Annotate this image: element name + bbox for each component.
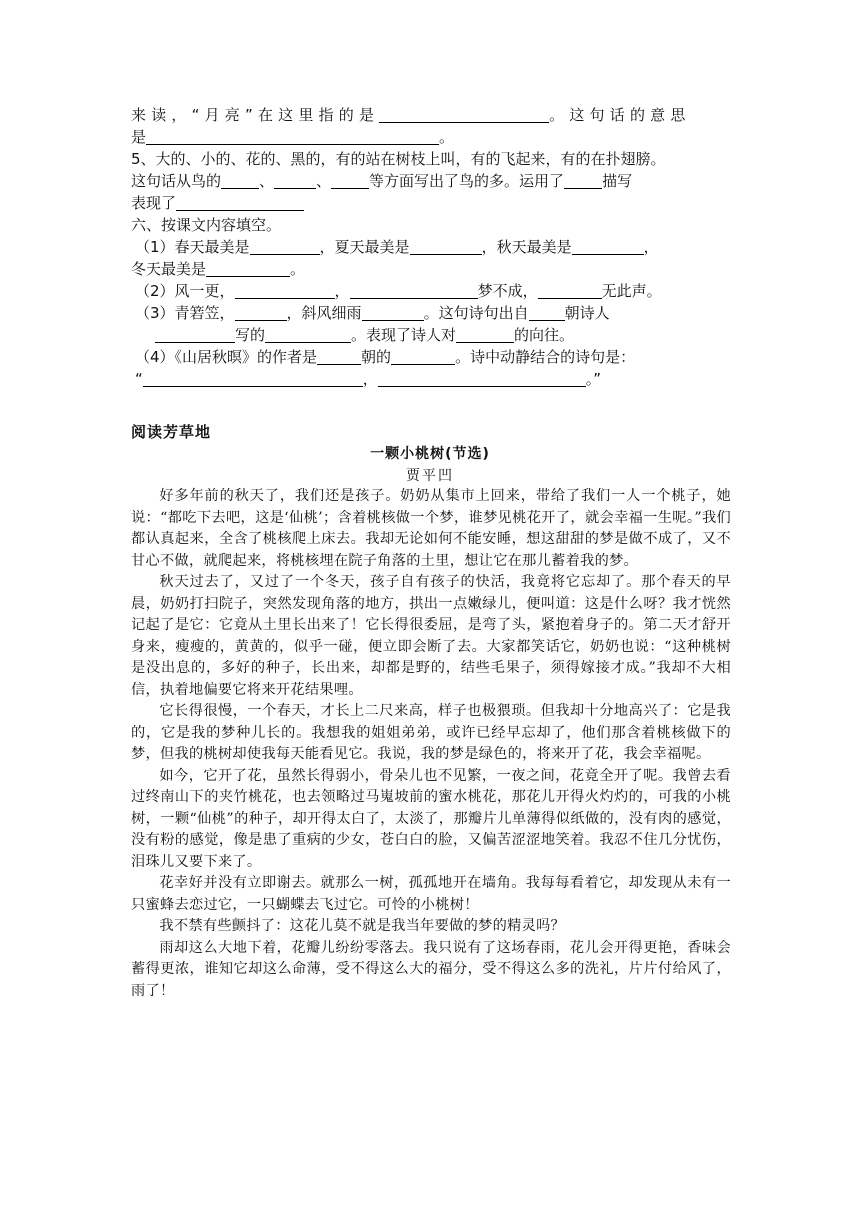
exercise-text: 表现了	[131, 194, 177, 212]
answer-blank[interactable]	[206, 260, 290, 277]
exercise-text: 。”	[585, 370, 602, 388]
article-paragraph: 雨却这么大地下着，花瓣儿纷纷零落去。我只说有了这场春雨，花儿会开得更艳，香味会蓄得更浓，谁知它却这么命薄，受不得这么大的福分，受不得这么多的洗礼，片片付给风了，雨了！	[131, 939, 731, 999]
exercise-line	[131, 192, 731, 214]
section-heading: 阅读芳草地	[131, 423, 212, 441]
exercise-text: 梦不成，	[477, 282, 538, 300]
answer-blank[interactable]	[143, 370, 363, 387]
answer-blank[interactable]	[564, 172, 602, 189]
exercise-text: 、	[316, 172, 332, 190]
exercise-line	[131, 258, 731, 280]
exercise-line	[131, 346, 731, 368]
exercise-line	[131, 324, 731, 346]
answer-blank[interactable]	[155, 326, 235, 343]
exercise-text: 无此声。	[601, 282, 662, 300]
answer-blank[interactable]	[538, 282, 602, 299]
section-label: 六、按课文内容填空。	[131, 216, 282, 234]
answer-blank[interactable]	[250, 238, 320, 255]
exercise-text: ，斜风细雨	[286, 304, 362, 322]
article-paragraph: 我不禁有些颤抖了：这花儿莫不就是我当年要做的梦的精灵吗？	[159, 918, 566, 934]
answer-blank[interactable]	[529, 304, 565, 321]
answer-blank[interactable]	[362, 304, 424, 321]
answer-blank[interactable]	[378, 370, 586, 387]
article-paragraph: 好多年前的秋天了，我们还是孩子。奶奶从集市上回来，带给了我们一人一个桃子，她说：“都吃下去吧，这是‘仙桃’；含着桃核做一个梦，谁梦见桃花开了，就会幸福一生呢。”我们都认真起来，全含了桃核爬上床去。我却无论如何不能安睡，想这甜甜的梦是做不成了，又不甘心不做，就爬起来，将桃核埋在院子角落的土里，想让它在那儿蓄着我的梦。	[131, 488, 731, 569]
article-paragraph: 如今，它开了花，虽然长得弱小，骨朵儿也不见繁，一夜之间，花竟全开了呢。我曾去看过终南山下的夹竹桃花，也去领略过马嵬坡前的蜜水桃花，那花儿开得火灼灼的，可我的小桃树，一颗“仙桃”的种子，却开得太白了，太淡了，那瓣片儿单薄得似纸做的，没有肉的感觉，没有粉的感觉，像是患了重病的少女，苍白白的脸，又偏苦涩涩地笑着。我忍不住几分忧伤，泪珠儿又要下来了。	[131, 767, 731, 870]
exercise-text: 。这句诗句出自	[423, 304, 529, 322]
answer-blank[interactable]	[221, 172, 259, 189]
exercise-text: 这句话从鸟的	[131, 172, 222, 190]
exercise-text: 。表现了诗人对	[351, 326, 457, 344]
exercise-text: ，	[334, 282, 350, 300]
exercise-text: 冬天最美是	[131, 260, 207, 278]
exercise-line	[131, 104, 731, 126]
exercise-text: 。这句话的意思	[549, 106, 691, 124]
answer-blank[interactable]	[146, 128, 439, 145]
exercise-text: 是	[131, 128, 147, 146]
exercise-text: 来读，“月亮”在这里指的是	[131, 106, 380, 124]
exercise-text: 朝诗人	[564, 304, 610, 322]
answer-blank[interactable]	[350, 282, 478, 299]
exercise-text: （2）风一更，	[135, 282, 235, 300]
answer-blank[interactable]	[176, 194, 304, 211]
article-paragraph: 它长得很慢，一个春天，才长上二尺来高，样子也极猥琐。但我却十分地高兴了：它是我的，它是我的梦种儿长的。我想我的姐姐弟弟，或许已经早忘却了，他们那含着桃核做下的梦，但我的桃树却使我每天能看见它。我说，我的梦是绿色的，将来开了花，我会幸福呢。	[131, 703, 731, 762]
exercise-text: 描写	[602, 172, 633, 190]
exercise-line	[131, 126, 731, 148]
exercise-text: （3）青箬笠，	[135, 304, 235, 322]
answer-blank[interactable]	[572, 238, 644, 255]
answer-blank[interactable]	[317, 348, 361, 365]
exercise-text: 。	[439, 128, 455, 146]
article-body	[131, 486, 731, 1002]
exercise-text: 的向往。	[514, 326, 575, 344]
exercise-text: “	[135, 370, 143, 388]
exercise-text: ，	[362, 370, 378, 388]
article-author: 贾平凹	[406, 468, 454, 484]
answer-blank[interactable]	[410, 238, 482, 255]
exercise-line	[131, 148, 731, 170]
exercise-text: 等方面写出了鸟的多。运用了	[369, 172, 565, 190]
exercise-text: 。诗中动静结合的诗句是：	[455, 348, 636, 366]
answer-blank[interactable]	[274, 172, 316, 189]
exercise-section	[131, 104, 731, 390]
exercise-line	[131, 214, 731, 236]
exercise-line	[131, 302, 731, 324]
answer-blank[interactable]	[235, 282, 335, 299]
exercise-text: ，	[643, 238, 659, 256]
answer-blank[interactable]	[235, 304, 287, 321]
exercise-text: ，夏天最美是	[319, 238, 410, 256]
answer-blank[interactable]	[331, 172, 369, 189]
exercise-text: 朝的	[361, 348, 392, 366]
exercise-line	[131, 170, 731, 192]
answer-blank[interactable]	[379, 106, 549, 123]
exercise-text: ，秋天最美是	[481, 238, 572, 256]
article-paragraph: 花幸好并没有立即谢去。就那么一树，孤孤地开在墙角。我每每看着它，却发现从未有一只蜜蜂去恋过它，一只蝴蝶去飞过它。可怜的小桃树！	[131, 875, 731, 913]
exercise-text: 、	[259, 172, 275, 190]
answer-blank[interactable]	[265, 326, 351, 343]
answer-blank[interactable]	[391, 348, 455, 365]
exercise-text: 5、大的、小的、花的、黑的，有的站在树枝上叫，有的飞起来，有的在扑翅膀。	[131, 150, 666, 168]
exercise-text: 。	[290, 260, 306, 278]
exercise-line	[131, 236, 731, 258]
answer-blank[interactable]	[456, 326, 514, 343]
exercise-line	[131, 368, 731, 390]
exercise-text: （4）《山居秋暝》的作者是	[135, 348, 318, 366]
exercise-text: 写的	[235, 326, 266, 344]
article-title: 一颗小桃树(节选)	[370, 446, 490, 462]
exercise-line	[131, 280, 731, 302]
exercise-text: （1）春天最美是	[135, 238, 250, 256]
article-paragraph: 秋天过去了，又过了一个冬天，孩子自有孩子的快活，我竟将它忘却了。那个春天的早晨，奶奶打扫院子，突然发现角落的地方，拱出一点嫩绿儿，便叫道：这是什么呀？我才恍然记起了是它：它竟从土里长出来了！它长得很委屈，是弯了头，紧抱着身子的。第二天才舒开身来，瘦瘦的，黄黄的，似乎一碰，便立即会断了去。大家都笑话它，奶奶也说：“这种桃树是没出息的，多好的种子，长出来，却都是野的，结些毛果子，须得嫁接才成。”我却不大相信，执着地偏要它将来开花结果哩。	[131, 574, 731, 698]
